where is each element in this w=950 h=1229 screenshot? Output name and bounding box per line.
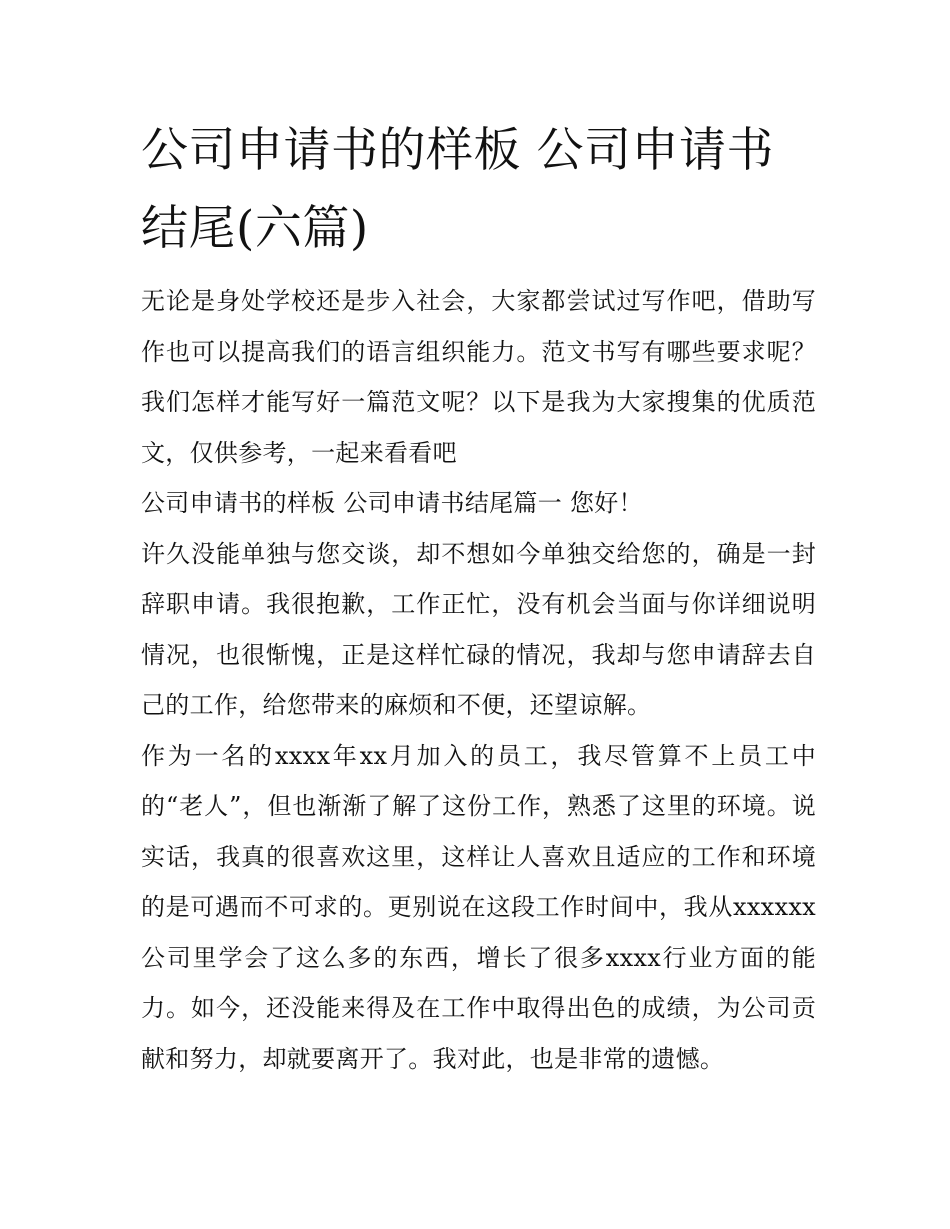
section-heading-line: 公司申请书的样板 公司申请书结尾篇一 您好！ xyxy=(141,489,643,517)
document-title: 公司申请书的样板 公司申请书结尾(六篇) xyxy=(141,123,774,256)
body-paragraph: 许久没能单独与您交谈，却不想如今单独交给您的，确是一封辞职申请。我很抱歉，工作正忙，没有机会当面与你详细说明情况，也很惭愧，正是这样忙碌的情况，我却与您申请辞去自己的工作，给您带来的麻烦和不便，还望谅解。 xyxy=(141,539,816,719)
body-paragraph: 作为一名的xxxx年xx月加入的员工，我尽管算不上员工中的“老人”，但也渐渐了解了这份工作，熟悉了这里的环境。说实话，我真的很喜欢这里，这样让人喜欢且适应的工作和环境的是可遇而不可求的。更别说在这段工作时间中，我从xxxxxx公司里学会了这么多的东西，增长了很多xxxx行业方面的能力。如今，还没能来得及在工作中取得出色的成绩，为公司贡献和努力，却就要离开了。我对此，也是非常的遗憾。 xyxy=(141,741,816,1073)
intro-paragraph: 无论是身处学校还是步入社会，大家都尝试过写作吧，借助写作也可以提高我们的语言组织能力。范文书写有哪些要求呢？我们怎样才能写好一篇范文呢？以下是我为大家搜集的优质范文，仅供参考，一起来看看吧 xyxy=(141,287,816,467)
document-body xyxy=(141,112,816,1084)
